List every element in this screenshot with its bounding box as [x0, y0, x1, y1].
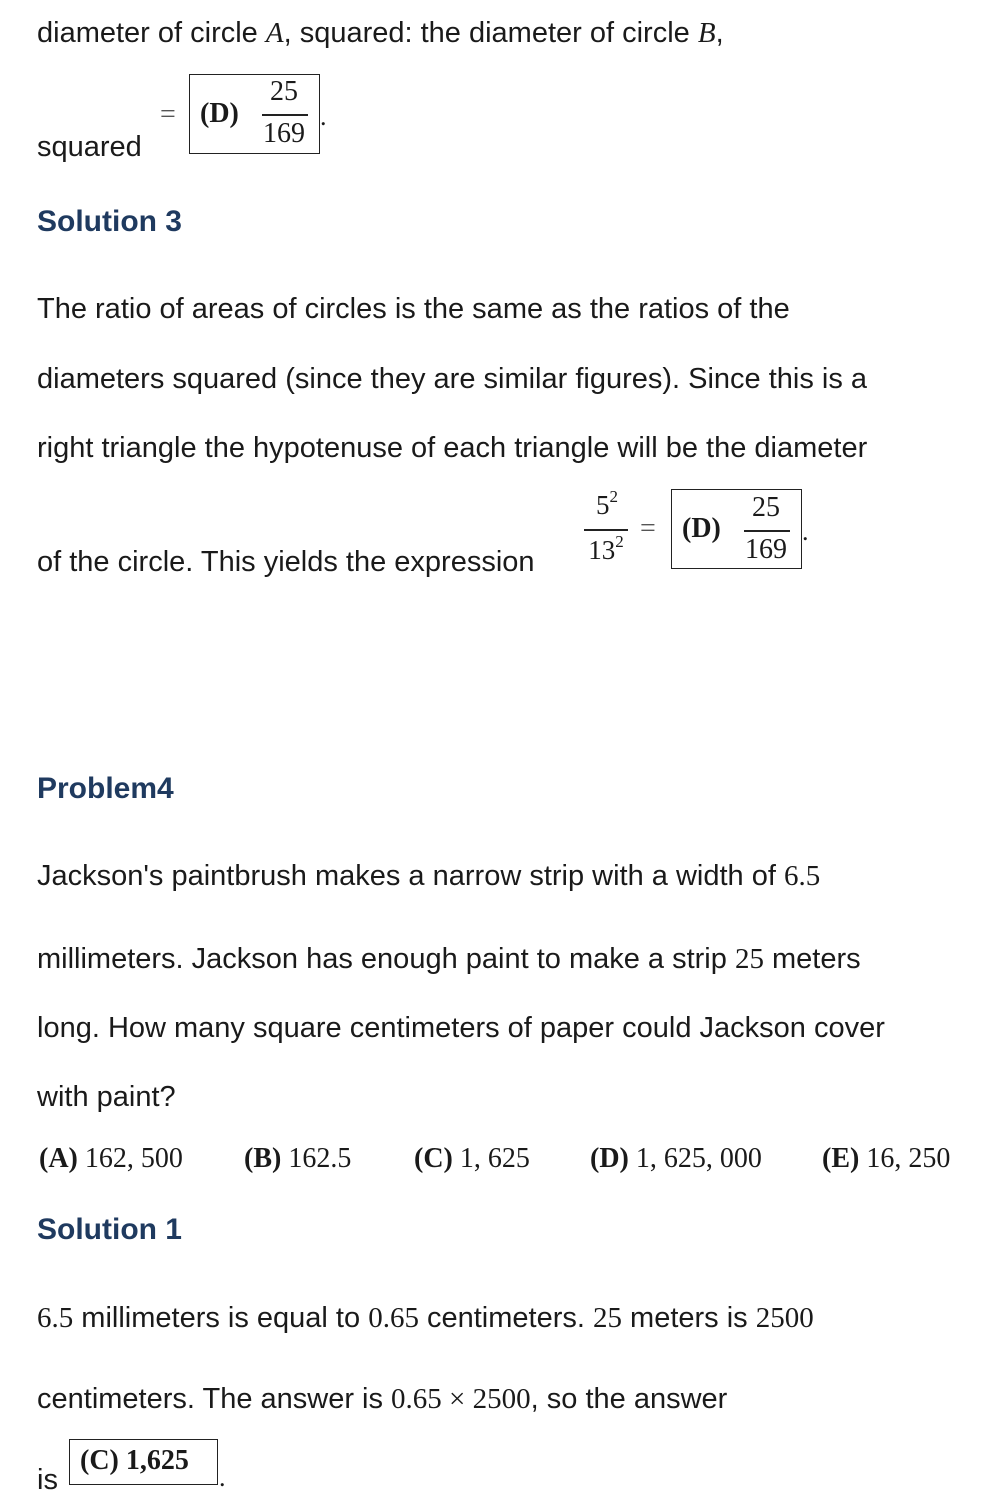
fraction-bar — [584, 529, 628, 531]
text-line: of the circle. This yields the expression — [37, 546, 535, 578]
math-expression: 0.65 × 2500 — [391, 1383, 531, 1415]
period: . — [219, 1463, 226, 1492]
choice-letter: (D) — [590, 1143, 629, 1174]
answer-letter: (D) — [200, 98, 239, 129]
fraction-bar — [744, 530, 790, 532]
text-line — [37, 1301, 814, 1335]
answer-choice-b — [244, 1143, 351, 1175]
choice-letter: (C) — [414, 1143, 453, 1174]
choice-value: 162, 500 — [84, 1143, 183, 1174]
text-segment: millimeters. Jackson has enough paint to make a strip — [37, 943, 735, 975]
text-line — [37, 16, 724, 50]
choice-value: 162.5 — [288, 1143, 352, 1174]
text-segment: meters — [763, 943, 861, 975]
math-variable: B — [697, 17, 716, 49]
answer-choice-a — [39, 1143, 183, 1175]
math-number: 2500 — [755, 1302, 814, 1334]
text-segment: centimeters. — [418, 1302, 593, 1334]
text-segment: meters is — [622, 1302, 756, 1334]
text-line: diameters squared (since they are similar figures). Since this is a — [37, 363, 868, 395]
equals-sign: = — [640, 513, 656, 544]
math-number: 0.65 — [368, 1302, 419, 1334]
choice-value: 16, 250 — [866, 1143, 951, 1174]
answer-choice-e — [822, 1143, 950, 1175]
text-line — [37, 942, 861, 976]
math-number: 25 — [734, 943, 764, 975]
text-segment: , — [715, 17, 724, 49]
text-segment: , squared: the diameter of circle — [283, 17, 698, 49]
answer-choice-c — [414, 1143, 530, 1175]
denominator-exponent: 2 — [615, 532, 624, 551]
section-heading: Solution 3 — [37, 205, 182, 238]
text-line: squared — [37, 131, 142, 163]
numerator-base: 5 — [596, 490, 610, 520]
text-segment: diameter of circle — [37, 17, 266, 49]
text-segment: millimeters is equal to — [73, 1302, 369, 1334]
text-line: right triangle the hypotenuse of each triangle will be the diameter — [37, 432, 868, 464]
math-variable: A — [265, 17, 284, 49]
math-number: 6.5 — [783, 860, 821, 892]
fraction-numerator: 25 — [752, 492, 780, 523]
answer-letter: (D) — [682, 513, 721, 544]
section-heading: Problem4 — [37, 772, 174, 805]
text-line: long. How many square centimeters of paper could Jackson cover — [37, 1012, 885, 1044]
answer-text: (C) 1,625 — [80, 1445, 189, 1476]
text-line: is — [37, 1464, 58, 1496]
text-line — [37, 1382, 727, 1416]
period: . — [802, 517, 809, 546]
equals-sign: = — [160, 99, 176, 130]
expression-denominator — [578, 532, 634, 566]
fraction-bar — [262, 114, 308, 116]
text-segment: centimeters. The answer is — [37, 1383, 392, 1415]
text-line: with paint? — [37, 1081, 176, 1113]
text-segment: Jackson's paintbrush makes a narrow strip with a width of — [37, 860, 784, 892]
math-number: 6.5 — [37, 1302, 74, 1334]
choice-letter: (A) — [39, 1143, 78, 1174]
fraction-denominator: 169 — [263, 118, 305, 149]
choice-letter: (E) — [822, 1143, 860, 1174]
math-number: 25 — [593, 1302, 622, 1334]
text-line — [37, 859, 820, 893]
denominator-base: 13 — [588, 535, 616, 565]
section-heading: Solution 1 — [37, 1213, 182, 1246]
numerator-exponent: 2 — [609, 487, 618, 506]
answer-choice-d — [590, 1143, 762, 1175]
fraction-denominator: 169 — [745, 534, 787, 565]
text-line: The ratio of areas of circles is the same as the ratios of the — [37, 293, 790, 325]
fraction-numerator: 25 — [270, 76, 298, 107]
period: . — [320, 102, 327, 131]
choice-value: 1, 625, 000 — [635, 1143, 762, 1174]
expression-numerator — [582, 487, 632, 521]
choice-letter: (B) — [244, 1143, 282, 1174]
choice-value: 1, 625 — [459, 1143, 530, 1174]
text-segment: , so the answer — [530, 1383, 728, 1415]
